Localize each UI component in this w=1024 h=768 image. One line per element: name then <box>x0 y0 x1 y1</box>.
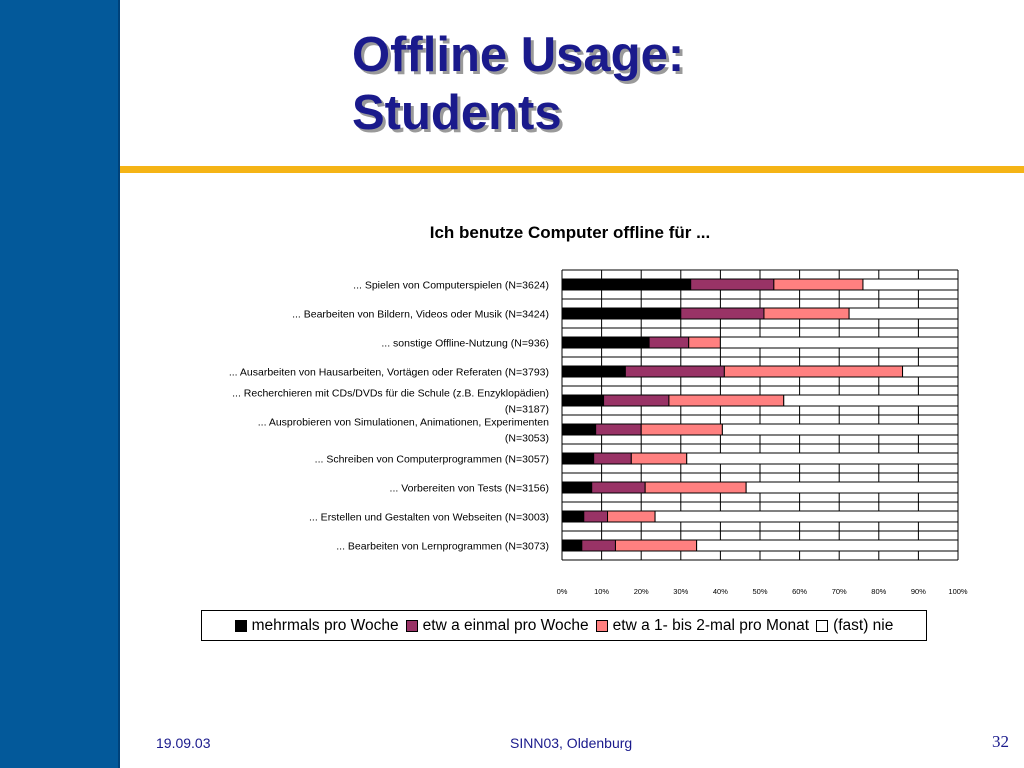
page-number: 32 <box>992 732 1009 751</box>
bar-segment-4 <box>655 511 958 522</box>
category-label: ... sonstige Offline-Nutzung (N=936) <box>381 337 549 350</box>
bar-segment-3 <box>631 453 686 464</box>
bar-segment-2 <box>691 279 774 290</box>
bar-segment-1 <box>562 337 649 348</box>
x-tick-label: 80% <box>871 587 887 596</box>
bar-segment-2 <box>582 540 616 551</box>
bar-segment-3 <box>645 482 746 493</box>
title-divider <box>120 166 1024 173</box>
x-tick-label: 60% <box>792 587 808 596</box>
bar-segment-1 <box>562 395 604 406</box>
legend-label: mehrmals pro Woche <box>251 616 399 634</box>
bar-segment-4 <box>784 395 958 406</box>
category-label: ... Bearbeiten von Bildern, Videos oder Musik (N=3424) <box>292 308 549 321</box>
x-tick-label: 90% <box>910 587 926 596</box>
bar-segment-4 <box>697 540 958 551</box>
legend-label: etw a einmal pro Woche <box>422 616 589 634</box>
slide-title <box>352 26 684 142</box>
bar-segment-1 <box>562 482 592 493</box>
bar-segment-2 <box>625 366 724 377</box>
legend-label: (fast) nie <box>833 616 894 634</box>
x-tick-label: 70% <box>831 587 847 596</box>
bar-segment-1 <box>562 511 584 522</box>
bar-segment-2 <box>604 395 669 406</box>
bar-segment-3 <box>724 366 902 377</box>
bar-segment-1 <box>562 453 594 464</box>
category-label: ... Ausprobieren von Simulationen, Animationen, Experimenten <box>257 416 549 429</box>
category-label: ... Erstellen und Gestalten von Webseiten (N=3003) <box>309 511 549 524</box>
legend-item <box>596 617 809 635</box>
bar-segment-1 <box>562 540 582 551</box>
legend-label: etw a 1- bis 2-mal pro Monat <box>612 616 810 634</box>
bar-segment-4 <box>720 337 958 348</box>
category-label: ... Recherchieren mit CDs/DVDs für die Schule (z.B. Enzyklopädien) <box>232 387 549 400</box>
legend-item <box>816 617 893 635</box>
category-label: (N=3187) <box>504 403 549 416</box>
category-label: ... Vorbereiten von Tests (N=3156) <box>389 482 549 495</box>
legend-item <box>235 617 399 635</box>
bar-segment-3 <box>615 540 696 551</box>
footer-event: SINN03, Oldenburg <box>510 735 633 751</box>
bar-segment-2 <box>592 482 645 493</box>
category-label: ... Ausarbeiten von Hausarbeiten, Vortägen oder Referaten (N=3793) <box>228 366 549 379</box>
slide-title-line-2: Students <box>352 86 562 140</box>
chart-legend <box>201 610 927 641</box>
bar-segment-2 <box>649 337 689 348</box>
legend-item <box>406 617 589 635</box>
x-tick-label: 50% <box>752 587 768 596</box>
bar-segment-4 <box>746 482 958 493</box>
x-tick-label: 30% <box>673 587 689 596</box>
legend-swatch <box>596 620 608 632</box>
bar-segment-3 <box>608 511 656 522</box>
bar-segment-4 <box>863 279 958 290</box>
bar-segment-4 <box>722 424 958 435</box>
bar-segment-2 <box>594 453 632 464</box>
stacked-bar-chart <box>140 260 980 600</box>
legend-swatch <box>235 620 247 632</box>
x-tick-label: 100% <box>948 587 968 596</box>
bar-segment-2 <box>584 511 608 522</box>
bar-segment-3 <box>689 337 721 348</box>
footer-date: 19.09.03 <box>156 735 211 751</box>
category-label: ... Schreiben von Computerprogrammen (N=3057) <box>314 453 549 466</box>
category-label: ... Bearbeiten von Lernprogrammen (N=3073) <box>336 540 549 553</box>
bar-segment-3 <box>669 395 784 406</box>
bar-segment-2 <box>681 308 764 319</box>
bar-segment-4 <box>687 453 958 464</box>
legend-swatch <box>406 620 418 632</box>
category-label: ... Spielen von Computerspielen (N=3624) <box>353 279 549 292</box>
bar-segment-3 <box>641 424 722 435</box>
bar-segment-2 <box>596 424 642 435</box>
bar-segment-1 <box>562 424 596 435</box>
bar-segment-1 <box>562 279 691 290</box>
bar-segment-3 <box>764 308 849 319</box>
slide-title-line-1: Offline Usage: <box>352 28 685 82</box>
legend-swatch <box>816 620 828 632</box>
bar-segment-3 <box>774 279 863 290</box>
x-tick-label: 40% <box>712 587 728 596</box>
left-accent-bar <box>0 0 120 768</box>
bar-segment-4 <box>849 308 958 319</box>
bar-segment-4 <box>903 366 958 377</box>
x-tick-label: 10% <box>594 587 610 596</box>
category-label: (N=3053) <box>504 432 549 445</box>
bar-segment-1 <box>562 366 625 377</box>
bar-segment-1 <box>562 308 681 319</box>
x-tick-label: 0% <box>556 587 568 596</box>
chart-title: Ich benutze Computer offline für ... <box>429 223 711 242</box>
x-tick-label: 20% <box>633 587 649 596</box>
